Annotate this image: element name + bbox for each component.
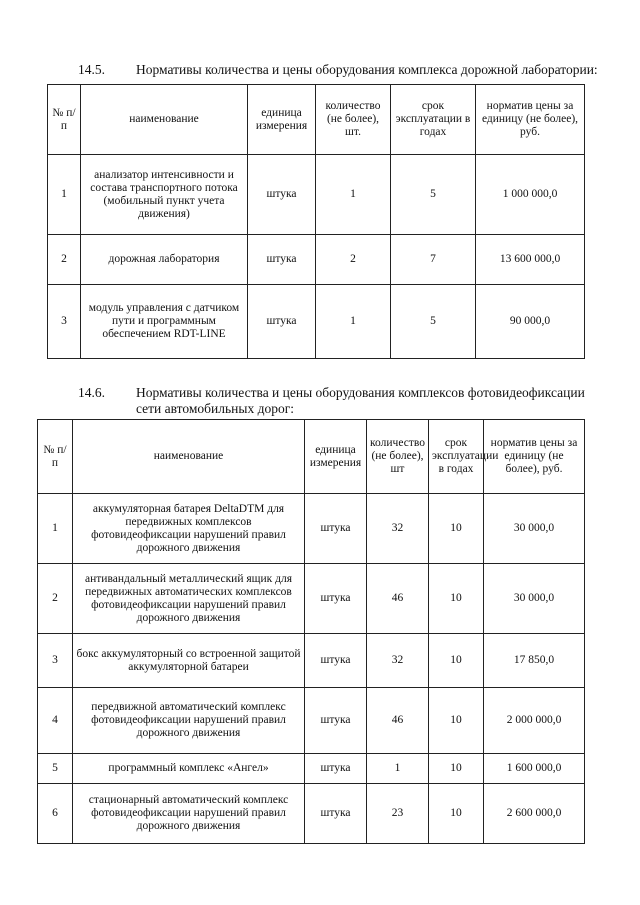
price: 30 000,0 <box>484 494 585 564</box>
header-cell: единица измерения <box>248 85 316 155</box>
service-life: 10 <box>429 754 484 784</box>
item-name: программный комплекс «Ангел» <box>73 754 305 784</box>
header-cell: № п/п <box>48 85 81 155</box>
header-cell: количество (не более), шт. <box>316 85 391 155</box>
service-life: 10 <box>429 634 484 688</box>
table-row <box>38 784 585 844</box>
section-14-5-title <box>78 62 618 78</box>
header-cell: наименование <box>73 420 305 494</box>
table-row <box>38 754 585 784</box>
table-row <box>38 494 585 564</box>
price: 1 600 000,0 <box>484 754 585 784</box>
item-name: антивандальный металлический ящик для передвижных автоматических комплексов фотовидеофиксации нарушений правил дорожного движения <box>73 564 305 634</box>
unit: штука <box>305 564 367 634</box>
item-name: передвижной автоматический комплекс фотовидеофиксации нарушений правил дорожного движения <box>73 688 305 754</box>
price: 1 000 000,0 <box>476 155 585 235</box>
service-life: 10 <box>429 494 484 564</box>
photo-video-equipment-table <box>37 419 585 844</box>
unit: штука <box>305 634 367 688</box>
service-life: 10 <box>429 564 484 634</box>
header-cell: количество (не более), шт <box>367 420 429 494</box>
table-row <box>38 634 585 688</box>
row-number: 1 <box>38 494 73 564</box>
quantity: 23 <box>367 784 429 844</box>
quantity: 2 <box>316 235 391 285</box>
unit: штука <box>305 784 367 844</box>
row-number: 1 <box>48 155 81 235</box>
row-number: 6 <box>38 784 73 844</box>
item-name: бокс аккумуляторный со встроенной защитой аккумуляторной батареи <box>73 634 305 688</box>
service-life: 10 <box>429 688 484 754</box>
price: 13 600 000,0 <box>476 235 585 285</box>
quantity: 1 <box>316 285 391 359</box>
lab-equipment-table <box>47 84 585 359</box>
quantity: 1 <box>367 754 429 784</box>
price: 90 000,0 <box>476 285 585 359</box>
item-name: дорожная лаборатория <box>81 235 248 285</box>
section-number: 14.5. <box>78 62 105 77</box>
table-row <box>38 564 585 634</box>
row-number: 5 <box>38 754 73 784</box>
price: 2 600 000,0 <box>484 784 585 844</box>
table-row <box>48 285 585 359</box>
unit: штука <box>305 494 367 564</box>
row-number: 3 <box>38 634 73 688</box>
section-heading: Нормативы количества и цены оборудования комплекса дорожной лаборатории: <box>136 62 598 77</box>
header-cell: срок эксплуатации в годах <box>429 420 484 494</box>
header-cell: № п/п <box>38 420 73 494</box>
service-life: 10 <box>429 784 484 844</box>
price: 2 000 000,0 <box>484 688 585 754</box>
item-name: модуль управления с датчиком пути и программным обеспечением RDT-LINE <box>81 285 248 359</box>
table-row <box>48 155 585 235</box>
unit: штука <box>248 155 316 235</box>
header-cell: норматив цены за единицу (не более), руб. <box>476 85 585 155</box>
header-cell: норматив цены за единицу (не более), руб. <box>484 420 585 494</box>
service-life: 7 <box>391 235 476 285</box>
quantity: 32 <box>367 634 429 688</box>
table-header-row <box>48 85 585 155</box>
row-number: 3 <box>48 285 81 359</box>
quantity: 1 <box>316 155 391 235</box>
header-cell: наименование <box>81 85 248 155</box>
item-name: анализатор интенсивности и состава транспортного потока (мобильный пункт учета движения) <box>81 155 248 235</box>
price: 17 850,0 <box>484 634 585 688</box>
price: 30 000,0 <box>484 564 585 634</box>
section-heading-continuation: сети автомобильных дорог: <box>136 401 294 416</box>
table-row <box>38 688 585 754</box>
quantity: 32 <box>367 494 429 564</box>
table-row <box>48 235 585 285</box>
table-header-row <box>38 420 585 494</box>
row-number: 2 <box>38 564 73 634</box>
unit: штука <box>305 688 367 754</box>
row-number: 4 <box>38 688 73 754</box>
section-number: 14.6. <box>78 385 105 400</box>
item-name: аккумуляторная батарея DeltaDTM для передвижных комплексов фотовидеофиксации нарушений правил дорожного движения <box>73 494 305 564</box>
quantity: 46 <box>367 688 429 754</box>
item-name: стационарный автоматический комплекс фотовидеофиксации нарушений правил дорожного движения <box>73 784 305 844</box>
header-cell: срок эксплуатации в годах <box>391 85 476 155</box>
unit: штука <box>248 235 316 285</box>
row-number: 2 <box>48 235 81 285</box>
section-heading: Нормативы количества и цены оборудования комплексов фотовидеофиксации <box>136 385 585 400</box>
section-14-6-title <box>78 385 608 417</box>
unit: штука <box>248 285 316 359</box>
unit: штука <box>305 754 367 784</box>
service-life: 5 <box>391 285 476 359</box>
quantity: 46 <box>367 564 429 634</box>
service-life: 5 <box>391 155 476 235</box>
header-cell: единица измерения <box>305 420 367 494</box>
